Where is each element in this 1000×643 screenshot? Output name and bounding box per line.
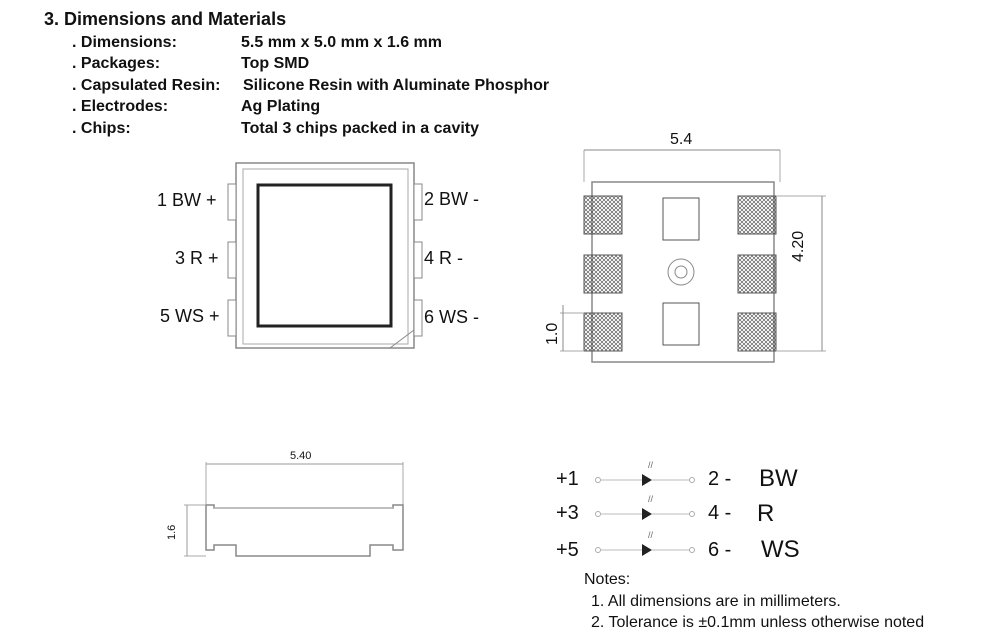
circuit-color-bw: BW <box>759 465 798 492</box>
circuit-anode-1: +1 <box>556 468 579 490</box>
dim-height-side: 1.6 <box>166 524 178 540</box>
pin-label-3: 3 R + <box>175 248 219 268</box>
spec-value-dimensions: 5.5 mm x 5.0 mm x 1.6 mm <box>241 34 442 51</box>
spec-label-dimensions: . Dimensions: <box>72 34 177 51</box>
circuit-cathode-2: 2 - <box>708 468 732 490</box>
pin-label-5: 5 WS + <box>160 306 220 326</box>
dim-width-side: 5.40 <box>290 450 312 462</box>
bottom-view <box>560 150 826 362</box>
svg-text://: // <box>648 530 654 540</box>
circuit-color-ws: WS <box>761 536 800 563</box>
spec-label-electrodes: . Electrodes: <box>72 98 169 115</box>
circuit-diagram <box>596 460 695 556</box>
dim-height-bottom: 4.20 <box>790 230 807 262</box>
spec-label-resin: . Capsulated Resin: <box>72 77 221 94</box>
spec-value-electrodes: Ag Plating <box>241 98 321 115</box>
notes-heading: Notes: <box>584 571 631 588</box>
pin-label-4: 4 R - <box>424 248 464 268</box>
pin-label-6: 6 WS - <box>424 307 480 327</box>
circuit-anode-5: +5 <box>556 539 579 561</box>
spec-label-packages: . Packages: <box>72 55 161 72</box>
circuit-color-r: R <box>757 500 775 527</box>
svg-text://: // <box>648 494 654 504</box>
top-view <box>228 163 422 348</box>
pin-label-1: 1 BW + <box>157 190 217 210</box>
spec-value-resin: Silicone Resin with Aluminate Phosphor <box>243 77 550 94</box>
spec-label-chips: . Chips: <box>72 120 131 137</box>
spec-value-packages: Top SMD <box>241 55 310 72</box>
circuit-anode-3: +3 <box>556 502 579 524</box>
note-item-1: 1. All dimensions are in millimeters. <box>591 593 841 610</box>
note-item-2: 2. Tolerance is ±0.1mm unless otherwise noted <box>591 614 925 631</box>
circuit-cathode-6: 6 - <box>708 539 732 561</box>
svg-text://: // <box>648 460 654 470</box>
side-view <box>184 462 403 556</box>
section-title: 3. Dimensions and Materials <box>44 9 287 29</box>
pin-label-2: 2 BW - <box>424 189 480 209</box>
dim-width-bottom: 5.4 <box>670 131 693 148</box>
spec-value-chips: Total 3 chips packed in a cavity <box>241 120 480 137</box>
dim-pad-bottom: 1.0 <box>544 322 561 345</box>
circuit-cathode-4: 4 - <box>708 502 732 524</box>
